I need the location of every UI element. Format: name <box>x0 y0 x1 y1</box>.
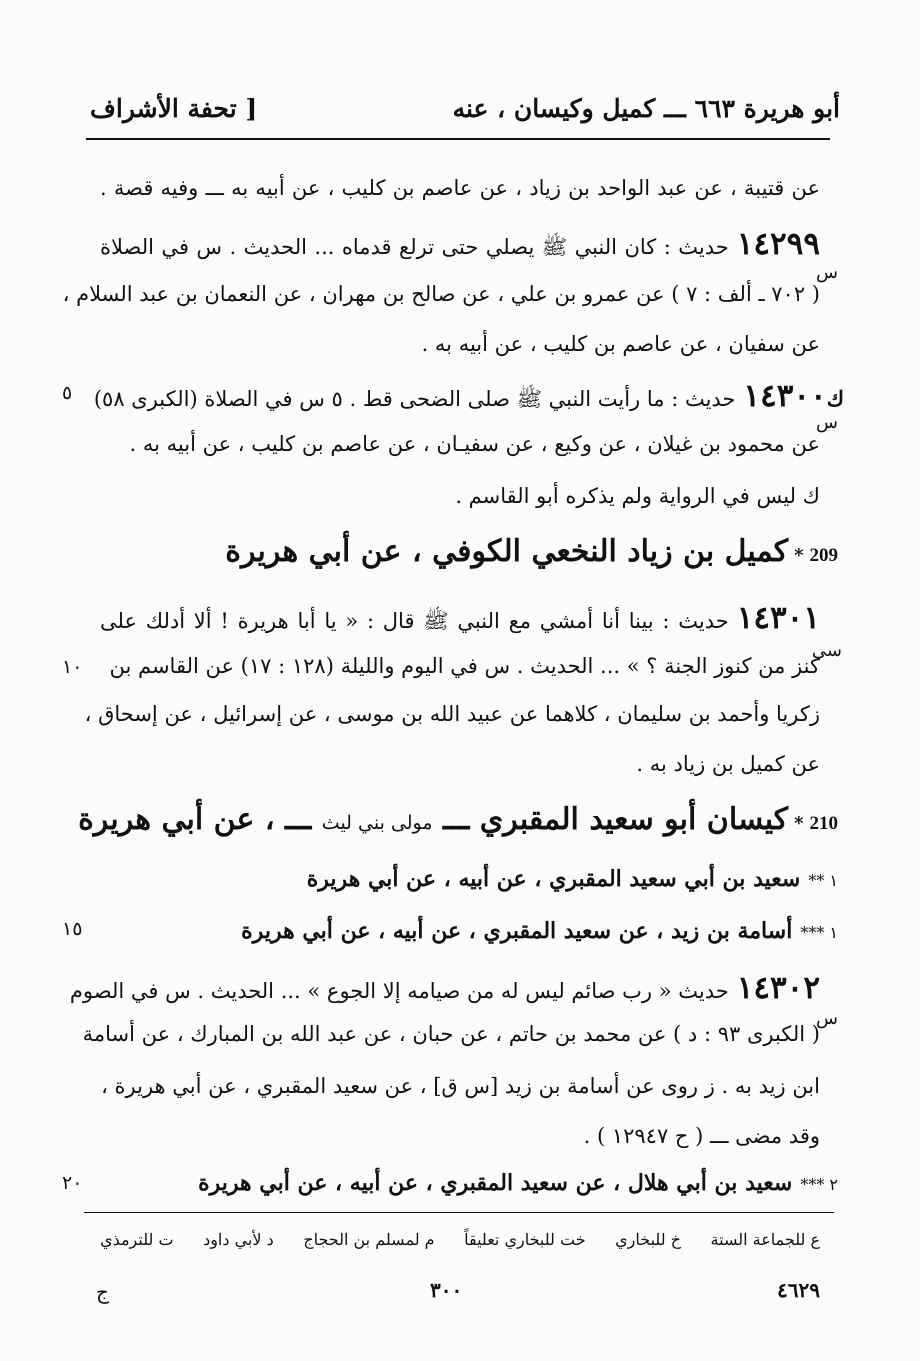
text-line: ( الكبرى ٩٣ : د ) عن محمد بن حاتم ، عن حبان ، عن عبد الله بن المبارك ، عن أسامة <box>82 1022 820 1046</box>
isnad-heading-3 <box>98 1170 838 1196</box>
text-line: ك ليس في الرواية ولم يذكره أبو القاسم . <box>455 484 820 508</box>
line-number-15: ١٥ <box>62 918 83 940</box>
hadith-14300 <box>93 378 844 417</box>
hadith-14302 <box>69 970 820 1006</box>
siglum: س <box>816 412 838 433</box>
isnad-text: أسامة بن زيد ، عن سعيد المقبري ، عن أبيه ، عن أبي هريرة <box>241 918 793 944</box>
abbreviation: ع للجماعة الستة <box>710 1230 820 1249</box>
text-line: عن قتيبة ، عن عبد الواحد بن زياد ، عن عاصم بن كليب ، عن أبيه به ـــ وفيه قصة . <box>100 176 820 200</box>
chapter-210-heading <box>78 802 838 837</box>
reference-number: ٤٦٢٩ <box>777 1278 820 1302</box>
abbreviation: خ للبخاري <box>615 1230 681 1249</box>
siglum: سي <box>811 640 842 661</box>
abbreviation: ت للترمذي <box>100 1230 174 1249</box>
text-line: كنز من كنوز الجنة ؟ » ... الحديث . س في اليوم والليلة (١٢٨ : ١٧) عن القاسم بن <box>109 654 820 678</box>
isnad-number: ١ ** <box>808 871 838 890</box>
hadith-mark: ك <box>826 386 844 411</box>
siglum: س <box>816 262 838 283</box>
isnad-heading-1 <box>98 866 838 892</box>
text-line: وقد مضى ـــ ( ح ١٢٩٤٧ ) . <box>583 1124 820 1148</box>
header-rule <box>86 138 830 140</box>
hadith-text: حديث : بينا أنا أمشي مع النبي ﷺ قال : « يا أبا هريرة ! ألا أدلك على <box>100 609 729 633</box>
line-number-20: ٢٠ <box>62 1172 83 1194</box>
line-number-10: ١٠ <box>62 656 83 678</box>
text-line: ( ٧٠٢ ـ ألف : ٧ ) عن عمرو بن علي ، عن صالح بن مهران ، عن النعمان بن عبد السلام ، <box>62 282 820 306</box>
chapter-number: 210 <box>809 813 838 834</box>
text-line: عن محمود بن غيلان ، عن وكيع ، عن سفيـان ، عن عاصم بن كليب ، عن أبيه به . <box>129 432 820 456</box>
star-marker: * <box>794 545 804 566</box>
siglum: س <box>816 1008 838 1029</box>
running-title: أبو هريرة ٦٦٣ ـــ كميل وكيسان ، عنه <box>452 94 840 123</box>
hadith-text: حديث : ما رأيت النبي ﷺ صلى الضحى قط . ٥ س في الصلاة (الكبرى ٥٨) <box>93 387 736 411</box>
page-number: ٣٠٠ <box>430 1278 463 1302</box>
text-line: عن كميل بن زياد به . <box>636 752 820 776</box>
chapter-note: مولى بني ليث <box>321 812 433 834</box>
hadith-number: ١٤٣٠٠ <box>743 378 827 414</box>
isnad-text: سعيد بن أبي سعيد المقبري ، عن أبيه ، عن أبي هريرة <box>306 866 801 892</box>
hadith-text: حديث : كان النبي ﷺ يصلي حتى ترلع قدماه ... الحديث . س في الصلاة <box>100 235 729 259</box>
abbreviation: د لأبي داود <box>203 1230 274 1249</box>
abbreviation: خت للبخاري تعليقاً <box>464 1230 586 1249</box>
footer-rule <box>84 1212 834 1213</box>
text-line: زكريا وأحمد بن سليمان ، كلاهما عن عبيد الله بن موسى ، عن إسرائيل ، عن إسحاق ، <box>84 702 820 726</box>
hadith-number: ١٤٣٠١ <box>736 600 820 636</box>
abbreviation-key <box>100 1230 820 1249</box>
isnad-number: ٢ *** <box>800 1175 838 1194</box>
hadith-number: ١٤٣٠٢ <box>736 970 820 1006</box>
abbreviation: م لمسلم بن الحجاج <box>303 1230 435 1249</box>
chapter-title-tail: ـــ ، عن أبي هريرة <box>78 802 312 837</box>
chapter-number: 209 <box>809 545 838 566</box>
star-marker: * <box>794 813 804 834</box>
hadith-14299 <box>100 226 820 265</box>
volume-mark: ج <box>96 1280 109 1304</box>
hadith-number: ١٤٢٩٩ <box>736 226 820 262</box>
book-title: [ تحفة الأشراف <box>90 94 258 123</box>
isnad-heading-2 <box>98 918 838 944</box>
line-number-5: ٥ <box>62 382 73 404</box>
isnad-number: ١ *** <box>800 923 838 942</box>
hadith-14301 <box>100 600 820 639</box>
text-line: عن سفيان ، عن عاصم بن كليب ، عن أبيه به . <box>421 332 820 356</box>
text-line: ابن زيد به . ز روى عن أسامة بن زيد [س ق] ، عن سعيد المقبري ، عن أبي هريرة ، <box>101 1074 820 1098</box>
chapter-title: كميل بن زياد النخعي الكوفي ، عن أبي هريرة <box>225 534 789 569</box>
chapter-title: كيسان أبو سعيد المقبري ـــ <box>442 802 789 837</box>
hadith-text: حديث « رب صائم ليس له من صيامه إلا الجوع » ... الحديث . س في الصوم <box>69 979 729 1003</box>
chapter-209-heading <box>98 534 838 569</box>
isnad-text: سعيد بن أبي هلال ، عن سعيد المقبري ، عن أبيه ، عن أبي هريرة <box>198 1170 793 1196</box>
